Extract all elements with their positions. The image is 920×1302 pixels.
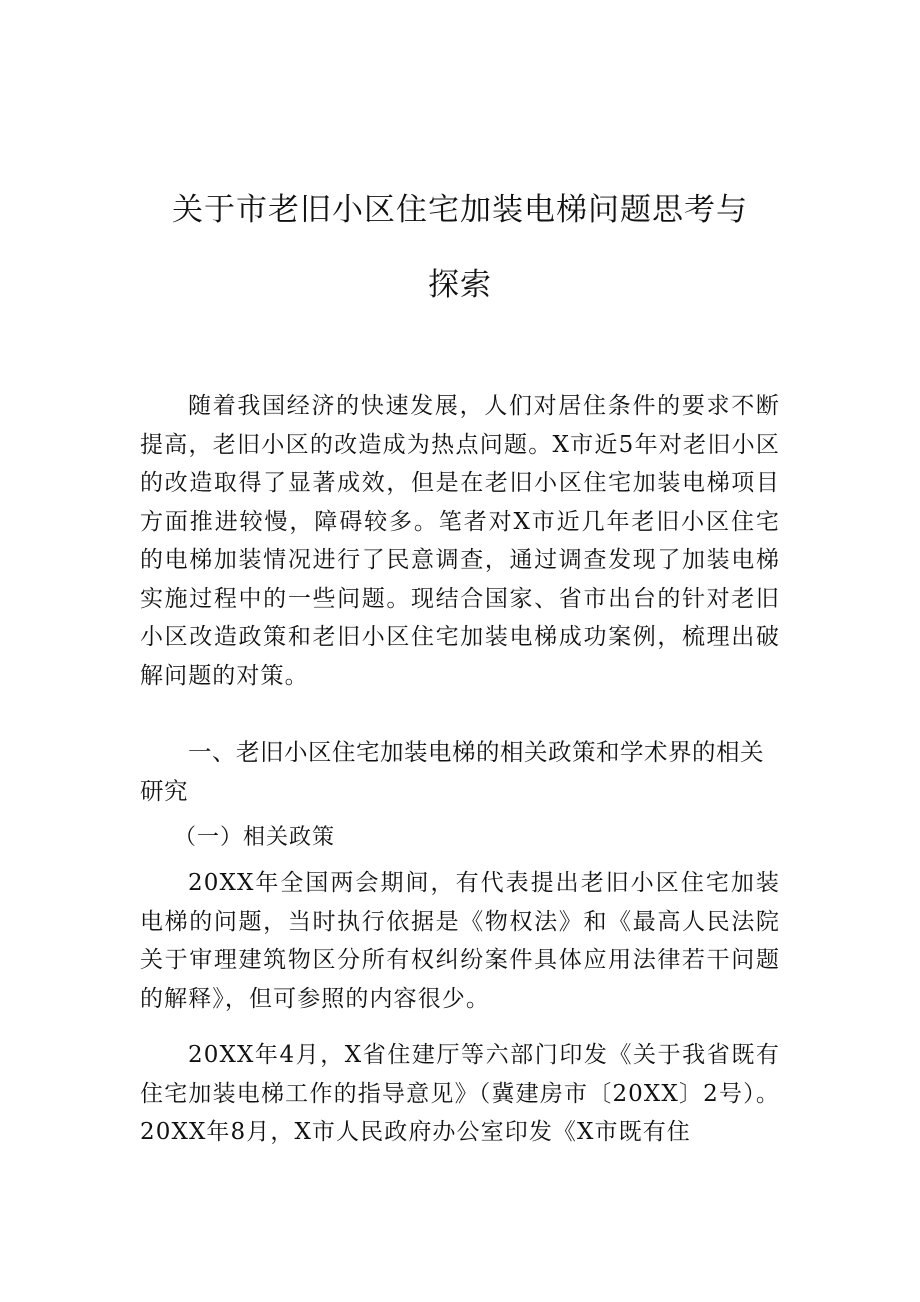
paragraph-2: 20XX年全国两会期间，有代表提出老旧小区住宅加装电梯的问题，当时执行依据是《物权法》和《最高人民法院关于审理建筑物区分所有权纠纷案件具体应用法律若干问题的解释》，但可参照的内容很少。 (140, 870, 780, 1012)
document-title-line-2: 探索 (428, 267, 492, 303)
subsection-1-heading: （一）相关政策 (174, 825, 336, 850)
intro-paragraph: 随着我国经济的快速发展，人们对居住条件的要求不断提高，老旧小区的改造成为热点问题。X市近5年对老旧小区的改造取得了显著成效，但是在老旧小区住宅加装电梯项目方面推进较慢，障碍较多。笔者对X市近几年老旧小区住宅的电梯加装情况进行了民意调查，通过调查发现了加装电梯实施过程中的一些问题。现结合国家、省市出台的针对老旧小区改造政策和老旧小区住宅加装电梯成功案例，梳理出破解问题的对策。 (140, 393, 780, 689)
section-1-heading: 一、老旧小区住宅加装电梯的相关政策和学术界的相关研究 (140, 738, 764, 805)
document-title-line-1: 关于市老旧小区住宅加装电梯问题思考与 (172, 192, 748, 228)
paragraph-3: 20XX年4月，X省住建厅等六部门印发《关于我省既有住宅加装电梯工作的指导意见》（冀建房市〔20XX〕2号）。20XX年8月，X市人民政府办公室印发《X市既有住 (140, 1042, 780, 1145)
